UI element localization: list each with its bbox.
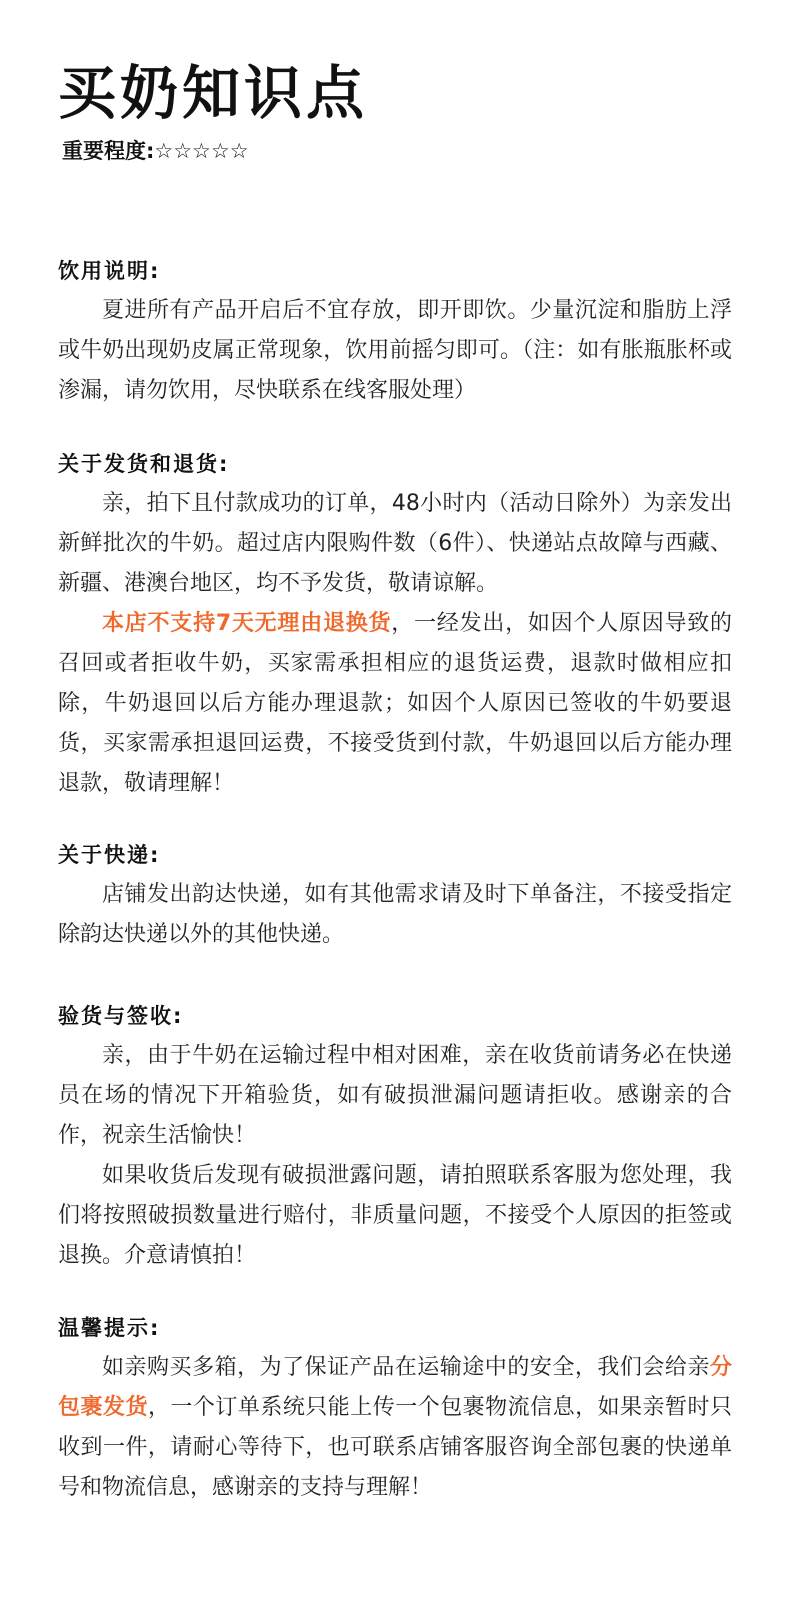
section-inspection [58,996,732,1276]
split-package-highlight: 分包裹发货 [58,1355,732,1420]
tips-paragraph-rest: ，一个订单系统只能上传一个包裹物流信息，如果亲暂时只收到一件，请耐心等待下，也可联系店铺客服咨询全部包裹的快递单号和物流信息，感谢亲的支持与理解！ [58,1395,732,1500]
tips-paragraph-start: 如亲购买多箱，为了保证产品在运输途中的安全，我们会给亲 [102,1355,710,1380]
shipping-paragraph-2-text: ，一经发出，如因个人原因导致的召回或者拒收牛奶，买家需承担相应的退货运费，退款时做相应扣除，牛奶退回以后方能办理退款；如因个人原因已签收的牛奶要退货，买家需承担退回运费，不接受货到付款，牛奶退回以后方能办理退款，敬请理解！ [58,611,732,796]
importance-rating: 重要程度:☆☆☆☆☆ [62,139,249,163]
section-heading-express: 关于快递: [58,843,161,867]
usage-paragraph: 夏进所有产品开启后不宜存放，即开即饮。少量沉淀和脂肪上浮或牛奶出现奶皮属正常现象，饮用前摇匀即可。（注：如有胀瓶胀杯或渗漏，请勿饮用，尽快联系在线客服处理） [58,298,732,403]
section-shipping [58,444,732,804]
section-tips [58,1308,732,1508]
express-paragraph: 店铺发出韵达快递，如有其他需求请及时下单备注，不接受指定除韵达快递以外的其他快递。 [58,882,732,947]
section-usage [58,251,732,411]
no-return-highlight: 本店不支持7天无理由退换货 [102,611,392,636]
section-heading-inspection: 验货与签收: [58,1004,184,1028]
page-title: 买奶知识点 [58,59,369,127]
tips-paragraph [58,1348,732,1508]
inspection-paragraph-2: 如果收货后发现有破损泄露问题，请拍照联系客服为您处理，我们将按照破损数量进行赔付，非质量问题，不接受个人原因的拒签或退换。介意请慎拍！ [58,1163,732,1268]
section-express [58,835,732,955]
inspection-paragraph-1: 亲，由于牛奶在运输过程中相对困难，亲在收货前请务必在快递员在场的情况下开箱验货，如有破损泄漏问题请拒收。感谢亲的合作，祝亲生活愉快！ [58,1043,732,1148]
section-heading-usage: 饮用说明: [58,259,161,283]
section-heading-shipping: 关于发货和退货: [58,452,230,476]
shipping-paragraph-1: 亲，拍下且付款成功的订单，48小时内（活动日除外）为亲发出新鲜批次的牛奶。超过店内限购件数（6件）、快递站点故障与西藏、新疆、港澳台地区，均不予发货，敬请谅解。 [58,491,732,596]
section-heading-tips: 温馨提示: [58,1316,161,1340]
shipping-paragraph-2 [58,604,732,804]
